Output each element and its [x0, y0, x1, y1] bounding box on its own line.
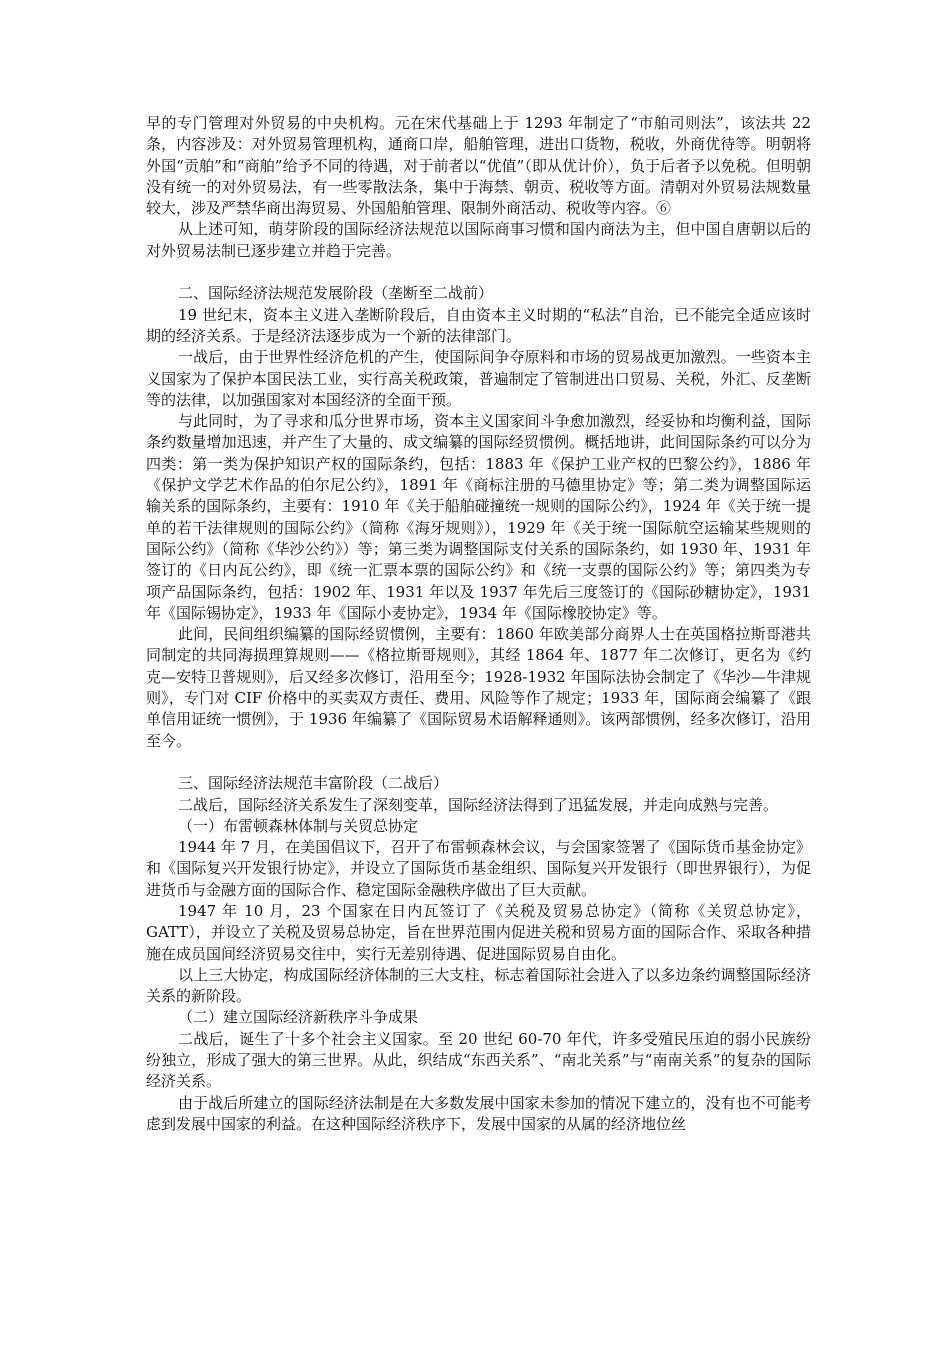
paragraph: 此间，民间组织编纂的国际经贸惯例，主要有：1860 年欧美部分商界人士在英国格拉斯哥港共同制定的共同海损理算规则——《格拉斯哥规则》，其经 1864 年、1877 年二次修订，更名为《约克—安特卫普规则》，后又经多次修订，沿用至今；1928-1932 年国际法协会制定了《华沙—牛津规则》，专门对 CIF 价格中的买卖双方责任、费用、风险等作了规定；1933 年，国际商会编纂了《跟单信用证统一惯例》，于 1936 年编纂了《国际贸易术语解释通则》。该两部惯例，经多次修订，沿用至今。: [146, 625, 811, 750]
section-heading: 二、国际经济法规范发展阶段（垄断至二战前）: [178, 284, 494, 303]
paragraph: 与此同时，为了寻求和瓜分世界市场，资本主义国家间斗争愈加激烈，经妥协和均衡利益，国际条约数量增加迅速，并产生了大量的、成文编纂的国际经贸惯例。概括地讲，此间国际条约可以分为四类：第一类为保护知识产权的国际条约，包括：1883 年《保护工业产权的巴黎公约》，1886 年《保护文学艺术作品的伯尔尼公约》，1891 年《商标注册的马德里协定》等；第二类为调整国际运输关系的国际条约，主要有：1910 年《关于船舶碰撞统一规则的国际公约》，1924 年《关于统一提单的若干法律规则的国际公约》（简称《海牙规则》），1929 年《关于统一国际航空运输某些规则的国际公约》（简称《华沙公约》）等；第三类为调整国际支付关系的国际条约，如 1930 年、1931 年签订的《日内瓦公约》，即《统一汇票本票的国际公约》和《统一支票的国际公约》等；第四类为专项产品国际条约，包括：1902 年、1931 年以及 1937 年先后三度签订的《国际砂糖协定》，1931 年《国际锡协定》，1933 年《国际小麦协定》，1934 年《国际橡胶协定》等。: [146, 412, 811, 622]
spacer: [146, 262, 811, 283]
paragraph: 以上三大协定，构成国际经济体制的三大支柱，标志着国际社会进入了以多边条约调整国际经济关系的新阶段。: [146, 965, 811, 1006]
document-page: [146, 113, 811, 1135]
paragraph: 19 世纪末，资本主义进入垄断阶段后，自由资本主义时期的“私法”自治，已不能完全适应该时期的经济关系。于是经济法逐步成为一个新的法律部门。: [146, 305, 811, 345]
paragraph: 由于战后所建立的国际经济法制是在大多数发展中国家未参加的情况下建立的，没有也不可能考虑到发展中国家的利益。在这种国际经济秩序下，发展中国家的从属的经济地位丝: [146, 1093, 811, 1133]
paragraph: 1944 年 7 月，在美国倡议下，召开了布雷顿森林会议，与会国家签署了《国际货币基金协定》和《国际复兴开发银行协定》，并设立了国际货币基金组织、国际复兴开发银行（即世界银行），为促进货币与金融方面的国际合作、稳定国际金融秩序做出了巨大贡献。: [146, 838, 811, 899]
paragraph: 二战后，诞生了十多个社会主义国家。至 20 世纪 60-70 年代，许多受殖民压迫的弱小民族纷纷独立，形成了强大的第三世界。从此，织结成“东西关系”、“南北关系”与“南南关系”的复杂的国际经济关系。: [146, 1029, 811, 1091]
section-heading: 三、国际经济法规范丰富阶段（二战后）: [178, 774, 449, 793]
subsection-heading: （一）布雷顿森林体制与关贸总协定: [178, 816, 419, 835]
subsection-heading: （二）建立国际经济新秩序斗争成果: [178, 1008, 419, 1027]
paragraph: 二战后，国际经济关系发生了深刻变革，国际经济法得到了迅猛发展，并走向成熟与完善。: [178, 795, 779, 814]
paragraph: 从上述可知，萌芽阶段的国际经济法规范以国际商事习惯和国内商法为主，但中国自唐朝以后的对外贸易法制已逐步建立并趋于完善。: [146, 220, 811, 260]
paragraph: 一战后，由于世界性经济危机的产生，使国际间争夺原料和市场的贸易战更加激烈。一些资本主义国家为了保护本国民法工业，实行高关税政策，普遍制定了管制进出口贸易、关税，外汇、反垄断等的法律，以加强国家对本国经济的全面干预。: [146, 348, 811, 409]
spacer: [146, 752, 811, 773]
paragraph: 早的专门管理对外贸易的中央机构。元在宋代基础上于 1293 年制定了“市舶司则法”，该法共 22 条，内容涉及：对外贸易管理机构，通商口岸，船舶管理，进出口货物，税收，外商优待等。明朝将外国“贡舶”和“商舶”给予不同的待遇，对于前者以“优值”（即从优计价），负于后者予以免税。但明朝没有统一的对外贸易法，有一些零散法条，集中于海禁、朝贡、税收等方面。清朝对外贸易法规数量较大，涉及严禁华商出海贸易、外国船舶管理、限制外商活动、税收等内容。⑥: [146, 114, 811, 218]
paragraph: 1947 年 10 月，23 个国家在日内瓦签订了《关税及贸易总协定》（简称《关贸总协定》，GATT），并设立了关税及贸易总协定，旨在世界范围内促进关税和贸易方面的国际合作、采取各种措施在成员国间经济贸易交往中，实行无差别待遇、促进国际贸易自由化。: [146, 901, 811, 963]
